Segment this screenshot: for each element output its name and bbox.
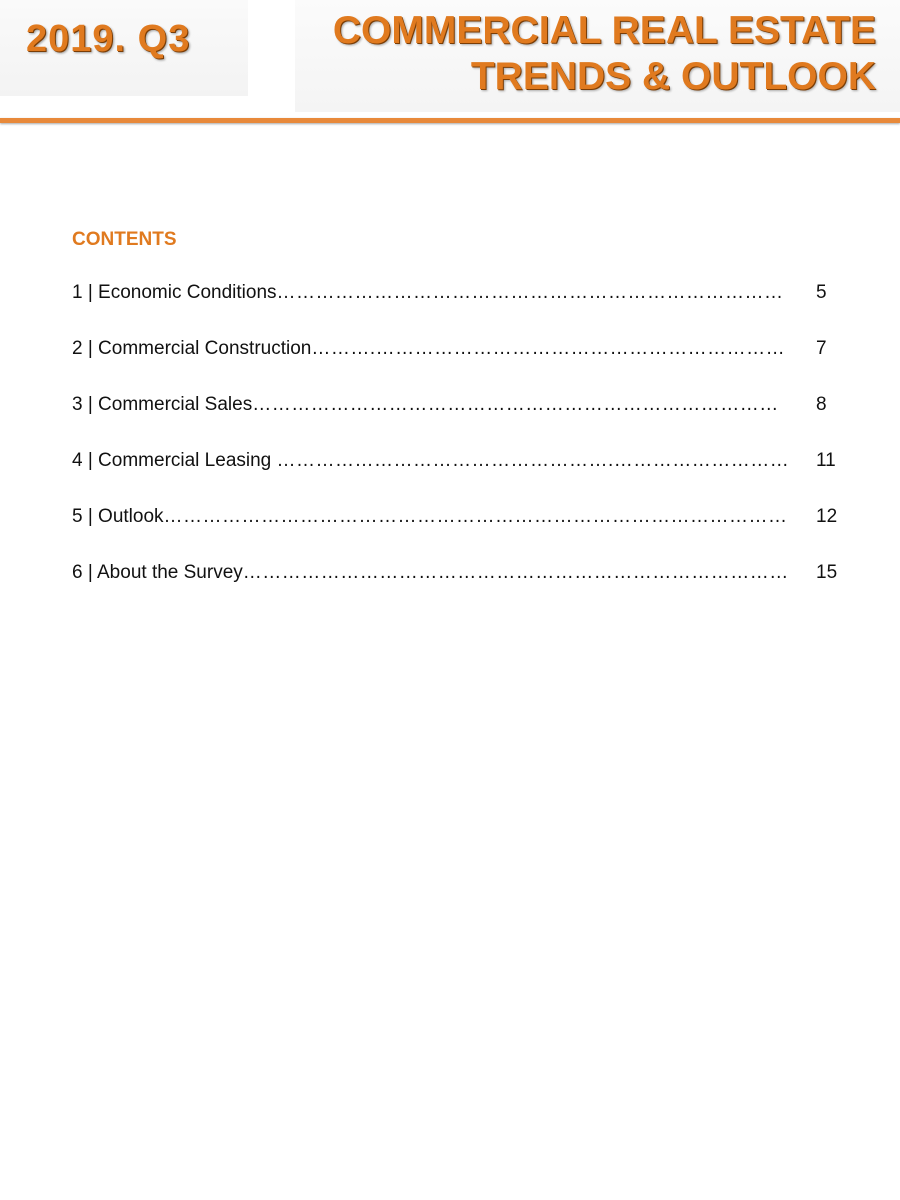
toc-entry-title: 2 | Commercial Construction (72, 338, 312, 359)
toc-page-number: 8 (816, 394, 827, 415)
toc-entry-title: 1 | Economic Conditions (72, 282, 277, 303)
toc-entry-title: 6 | About the Survey (72, 562, 243, 583)
toc-dot-leader: …………………………………………………………………………………… (163, 506, 788, 527)
toc-entry-commercial-sales[interactable] (72, 394, 852, 450)
toc-dot-leader: …………………………………………….……………………… (276, 450, 790, 471)
header-divider (0, 118, 900, 123)
toc-page-number: 7 (816, 338, 827, 359)
toc-page-number: 5 (816, 282, 827, 303)
toc-entry-about-the-survey[interactable] (72, 562, 852, 618)
report-title (333, 8, 876, 100)
toc-entry-text (72, 394, 779, 416)
title-banner (295, 0, 900, 112)
toc-entry-commercial-construction[interactable] (72, 338, 852, 394)
toc-entry-outlook[interactable] (72, 506, 852, 562)
toc-page-number: 15 (816, 562, 838, 583)
report-title-line-1: COMMERCIAL REAL ESTATE (332, 9, 876, 52)
year-badge (0, 0, 248, 96)
toc-dot-leader: ………………………………………………………………………… (242, 562, 789, 583)
table-of-contents (72, 282, 852, 618)
toc-entry-title: 3 | Commercial Sales (72, 394, 253, 415)
toc-entry-text (72, 282, 784, 304)
toc-entry-commercial-leasing[interactable] (72, 450, 852, 506)
toc-entry-title: 5 | Outlook (72, 506, 164, 527)
toc-dot-leader: ……….……………………………………………………… (311, 338, 786, 359)
report-header (0, 0, 900, 126)
toc-page-number: 11 (816, 450, 836, 471)
toc-dot-leader: ……………………………………………………………………… (252, 394, 779, 415)
toc-entry-economic-conditions[interactable] (72, 282, 852, 338)
toc-entry-text (72, 450, 789, 472)
report-title-line-2: TRENDS & OUTLOOK (470, 55, 876, 98)
report-year-quarter: 2019. Q3 (26, 18, 191, 60)
toc-entry-text (72, 338, 785, 360)
toc-entry-text (72, 562, 789, 584)
toc-entry-title: 4 | Commercial Leasing (72, 450, 277, 471)
toc-entry-text (72, 506, 788, 528)
toc-dot-leader: …………………………………………………………………… (276, 282, 784, 303)
contents-heading: CONTENTS (72, 229, 177, 250)
toc-page-number: 12 (816, 506, 838, 527)
